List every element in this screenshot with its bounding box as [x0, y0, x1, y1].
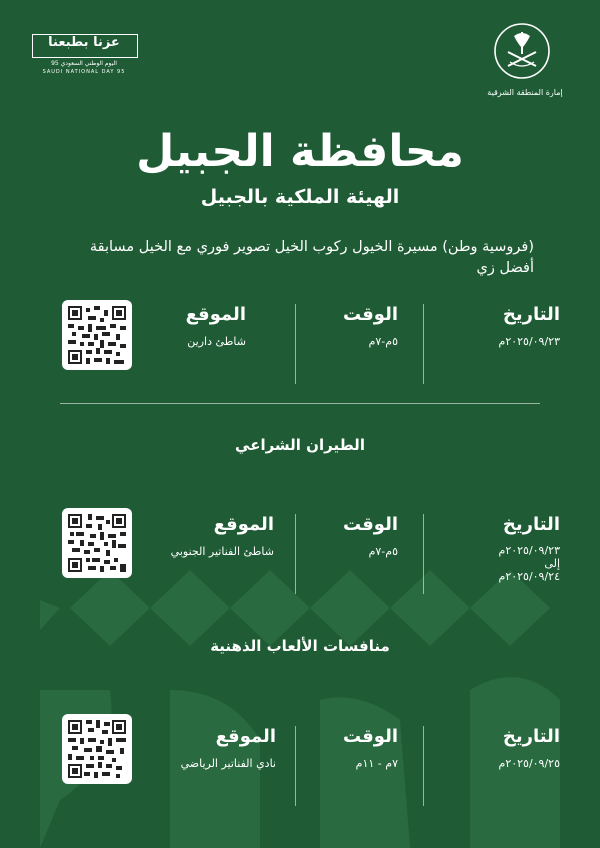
time-label: الوقت [342, 726, 398, 747]
date-label: التاريخ [502, 726, 560, 747]
date-column [420, 724, 560, 824]
date-value [420, 756, 560, 772]
column-divider [295, 726, 296, 806]
date-line: ٢٠٢٥/٠٩/٢٣م [498, 335, 560, 348]
qr-code-icon [68, 514, 126, 572]
event-row-1 [40, 302, 560, 402]
qr-code[interactable] [62, 300, 132, 370]
date-line: ٢٠٢٥/٠٩/٢٥م [498, 757, 560, 770]
time-value: ٧م - ١١م [355, 757, 398, 770]
location-label: الموقع [215, 726, 276, 747]
page-title: محافظة الجبيل [136, 126, 464, 177]
qr-code-icon [68, 720, 126, 778]
date-line: ٢٠٢٥/٠٩/٢٤م [498, 570, 560, 583]
column-divider [295, 304, 296, 384]
location-value: شاطئ دارين [187, 335, 246, 348]
date-label: التاريخ [502, 514, 560, 535]
logo-subtitle-en: SAUDI NATIONAL DAY 95 [42, 69, 126, 75]
event-title: منافسات الألعاب الذهنية [210, 637, 390, 655]
logo-slogan: عزنا بطبعنا [48, 35, 120, 50]
column-divider [423, 514, 424, 594]
event-row-2 [40, 512, 560, 612]
time-label: الوقت [342, 304, 398, 325]
location-label: الموقع [185, 304, 246, 325]
time-column [302, 724, 398, 824]
qr-code[interactable] [62, 508, 132, 578]
location-value: شاطئ الفناتير الجنوبي [170, 545, 274, 558]
event-title: الطيران الشراعي [235, 436, 365, 454]
logo-subtitle-ar: اليوم الوطني السعودي 95 [51, 60, 117, 67]
date-value [420, 544, 560, 583]
saudi-emblem-icon [492, 22, 552, 80]
date-line: ٢٠٢٥/٠٩/٢٣م [498, 544, 560, 557]
qr-code-icon [68, 306, 126, 364]
date-line: إلى [544, 557, 560, 570]
section-divider [60, 403, 540, 404]
time-value: ٥م-٧م [368, 335, 398, 348]
date-value [420, 334, 560, 350]
location-value: نادي الفناتير الرياضي [180, 757, 276, 770]
date-column [420, 302, 560, 402]
national-day-logo [30, 30, 140, 76]
column-divider [423, 726, 424, 806]
time-value: ٥م-٧م [368, 545, 398, 558]
date-column [420, 512, 560, 612]
column-divider [423, 304, 424, 384]
date-label: التاريخ [502, 304, 560, 325]
time-label: الوقت [342, 514, 398, 535]
event-row-3 [40, 724, 560, 824]
event-description: (فروسية وطن) مسيرة الخيول ركوب الخيل تصوير فوري مع الخيل مسابقة أفضل زي [89, 239, 534, 276]
location-column [138, 302, 246, 402]
location-label: الموقع [213, 514, 274, 535]
emirate-label: إمارة المنطقة الشرقية [487, 88, 563, 97]
location-column [130, 724, 276, 824]
time-column [302, 512, 398, 612]
time-column [302, 302, 398, 402]
qr-code[interactable] [62, 714, 132, 784]
page-subtitle: الهيئة الملكية بالجبيل [200, 186, 400, 208]
column-divider [295, 514, 296, 594]
location-column [128, 512, 274, 612]
